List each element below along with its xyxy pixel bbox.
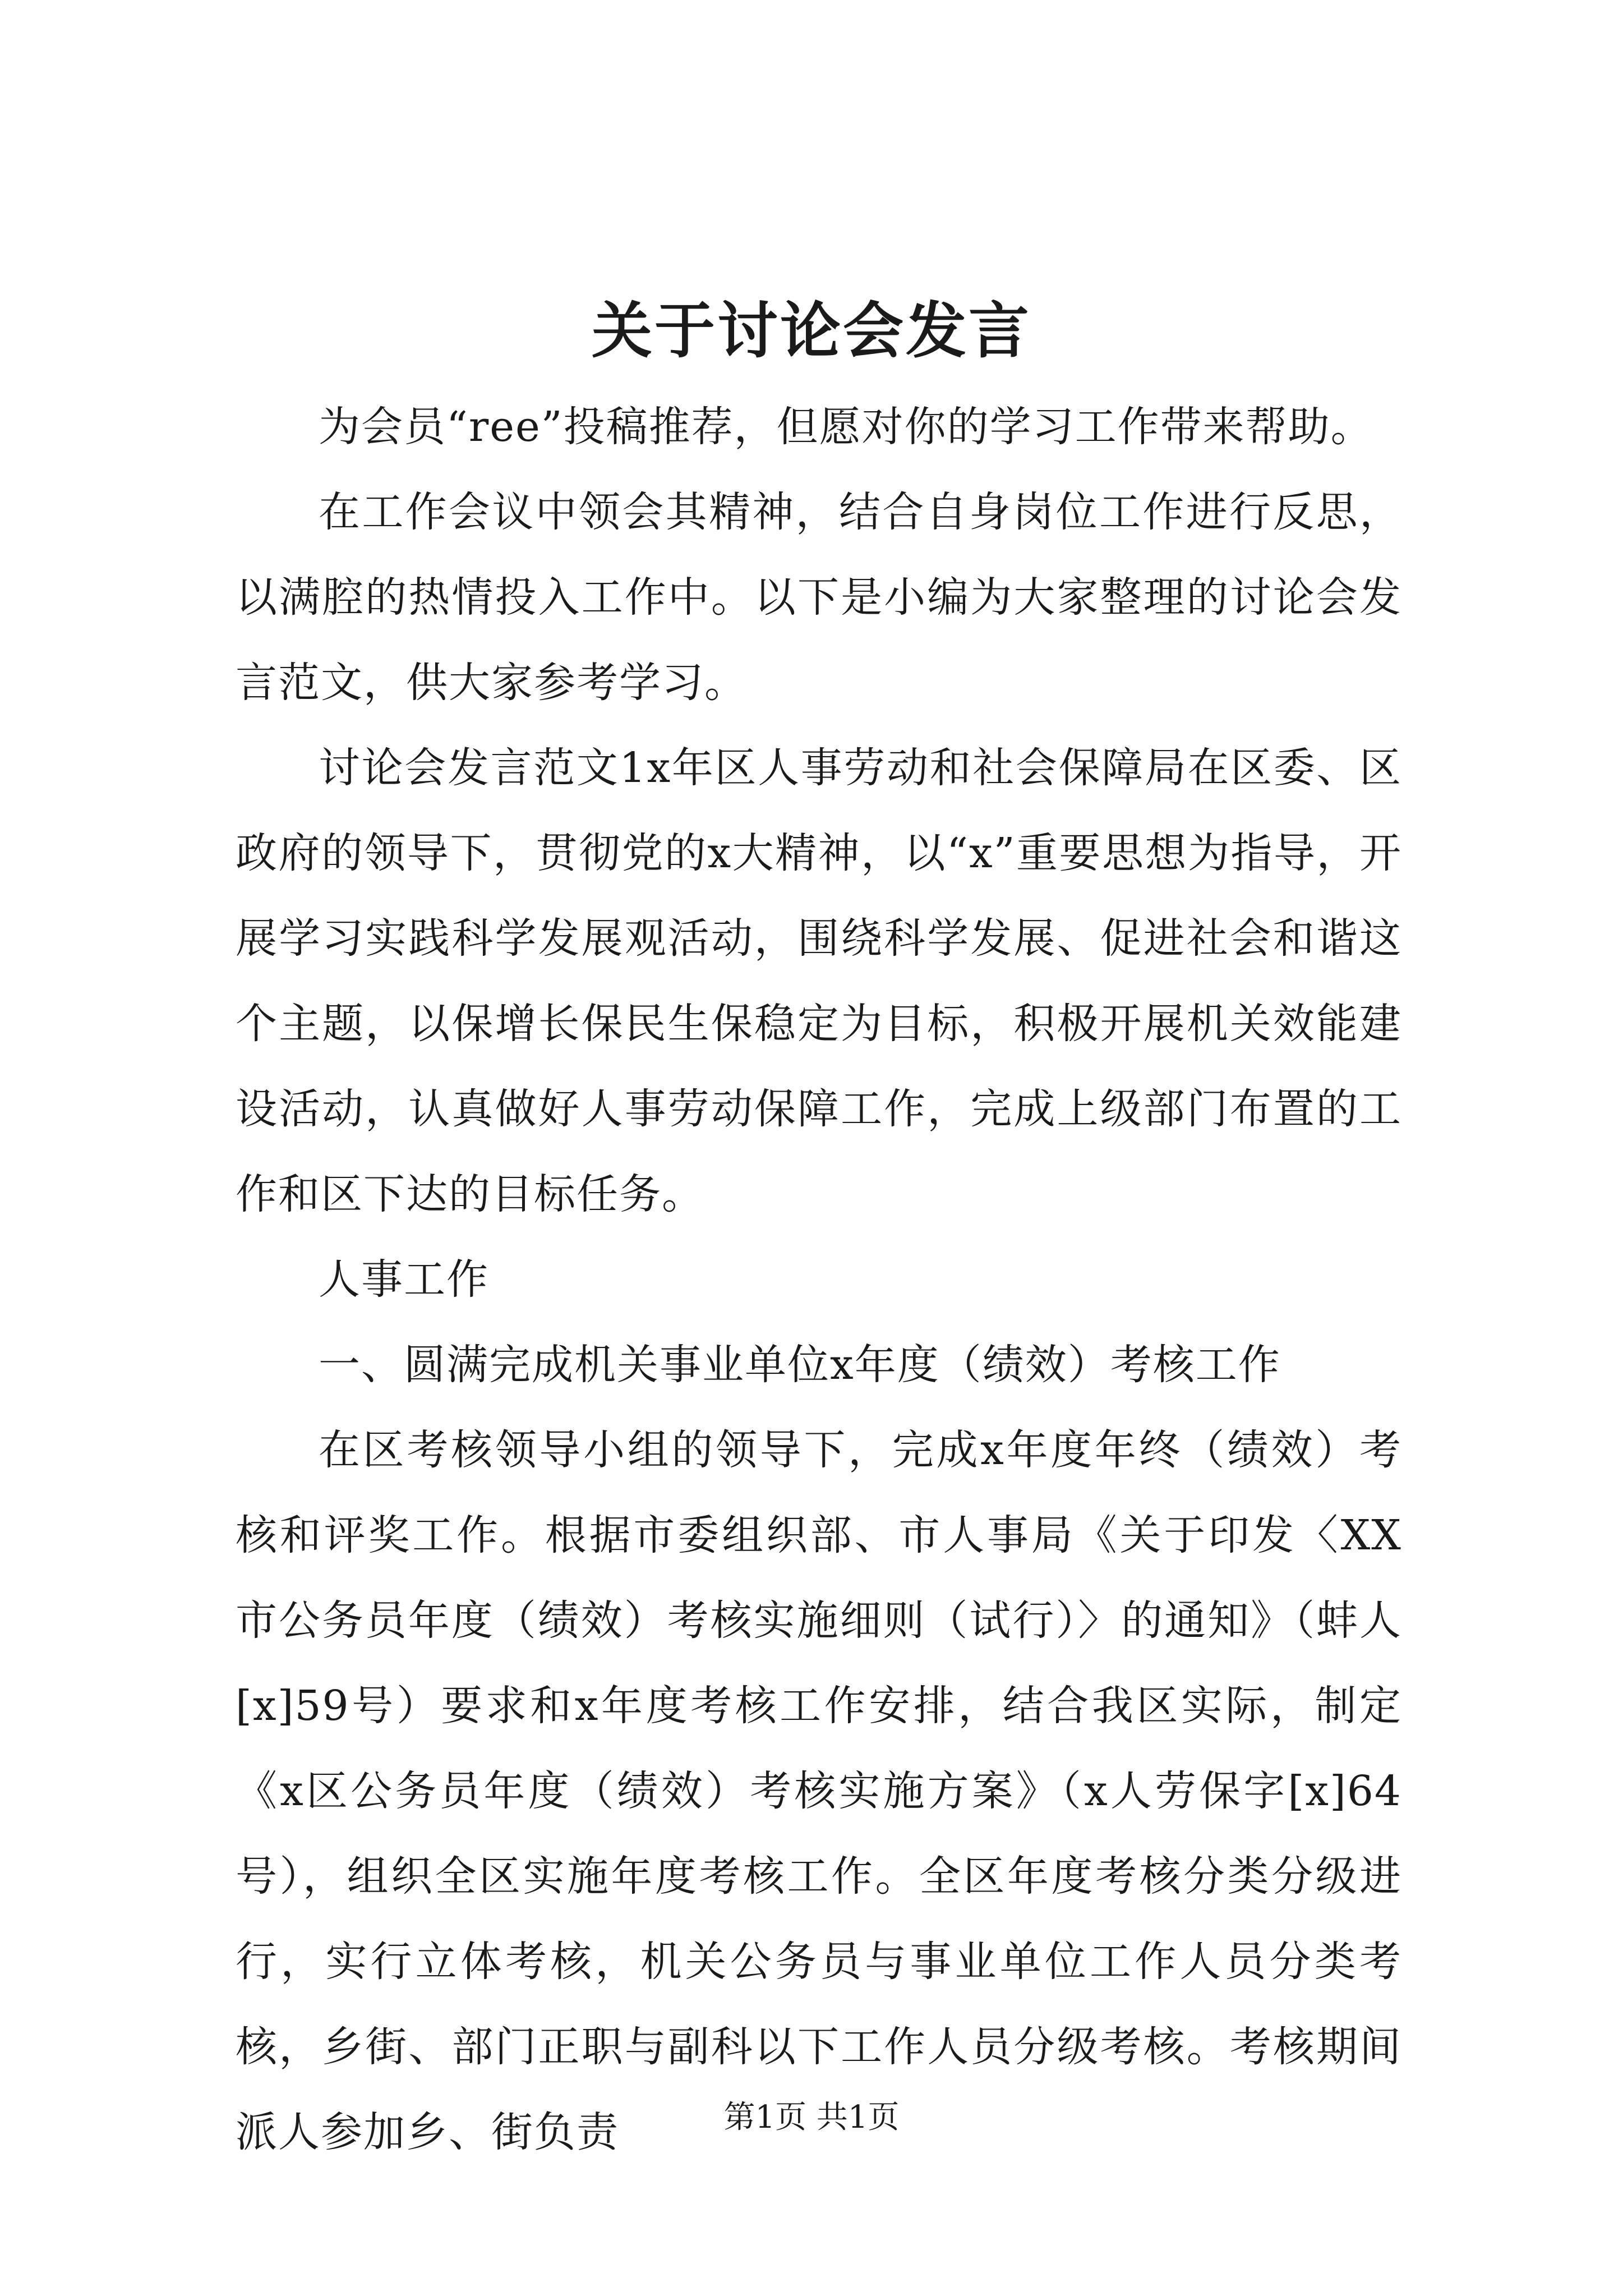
document-body [236, 384, 1402, 2175]
paragraph-assessment-details: 在区考核领导小组的领导下，完成x年度年终（绩效）考核和评奖工作。根据市委组织部、市人事局《关于印发〈XX市公务员年度（绩效）考核实施细则（试行）〉的通知》（蚌人[x]59号）要求和x年度考核工作安排，结合我区实际，制定《x区公务员年度（绩效）考核实施方案》（x人劳保字[x]64号），组织全区实施年度考核工作。全区年度考核分类分级进行，实行立体考核，机关公务员与事业单位工作人员分类考核，乡街、部门正职与副科以下工作人员分级考核。考核期间派人参加乡、街负责 [236, 1426, 1402, 2156]
document-title: 关于讨论会发言 [591, 296, 1031, 366]
paragraph-sample-overview: 讨论会发言范文1x年区人事劳动和社会保障局在区委、区政府的领导下，贯彻党的x大精神，以“x”重要思想为指导，开展学习实践科学发展观活动，围绕科学发展、促进社会和谐这个主题，以保增长保民生保稳定为目标，积极开展机关效能建设活动，认真做好人事劳动保障工作，完成上级部门布置的工作和区下达的目标任务。 [236, 744, 1402, 1218]
section-heading-personnel: 人事工作 [319, 1255, 489, 1304]
subsection-heading-assessment: 一、圆满完成机关事业单位x年度（绩效）考核工作 [319, 1341, 1281, 1389]
paragraph-intro: 在工作会议中领会其精神，结合自身岗位工作进行反思，以满腔的热情投入工作中。以下是小编为大家整理的讨论会发言范文，供大家参考学习。 [236, 488, 1402, 707]
page-footer: 第1页 共1页 [723, 2099, 900, 2136]
paragraph-recommendation: 为会员“ree”投稿推荐，但愿对你的学习工作带来帮助。 [319, 403, 1373, 451]
